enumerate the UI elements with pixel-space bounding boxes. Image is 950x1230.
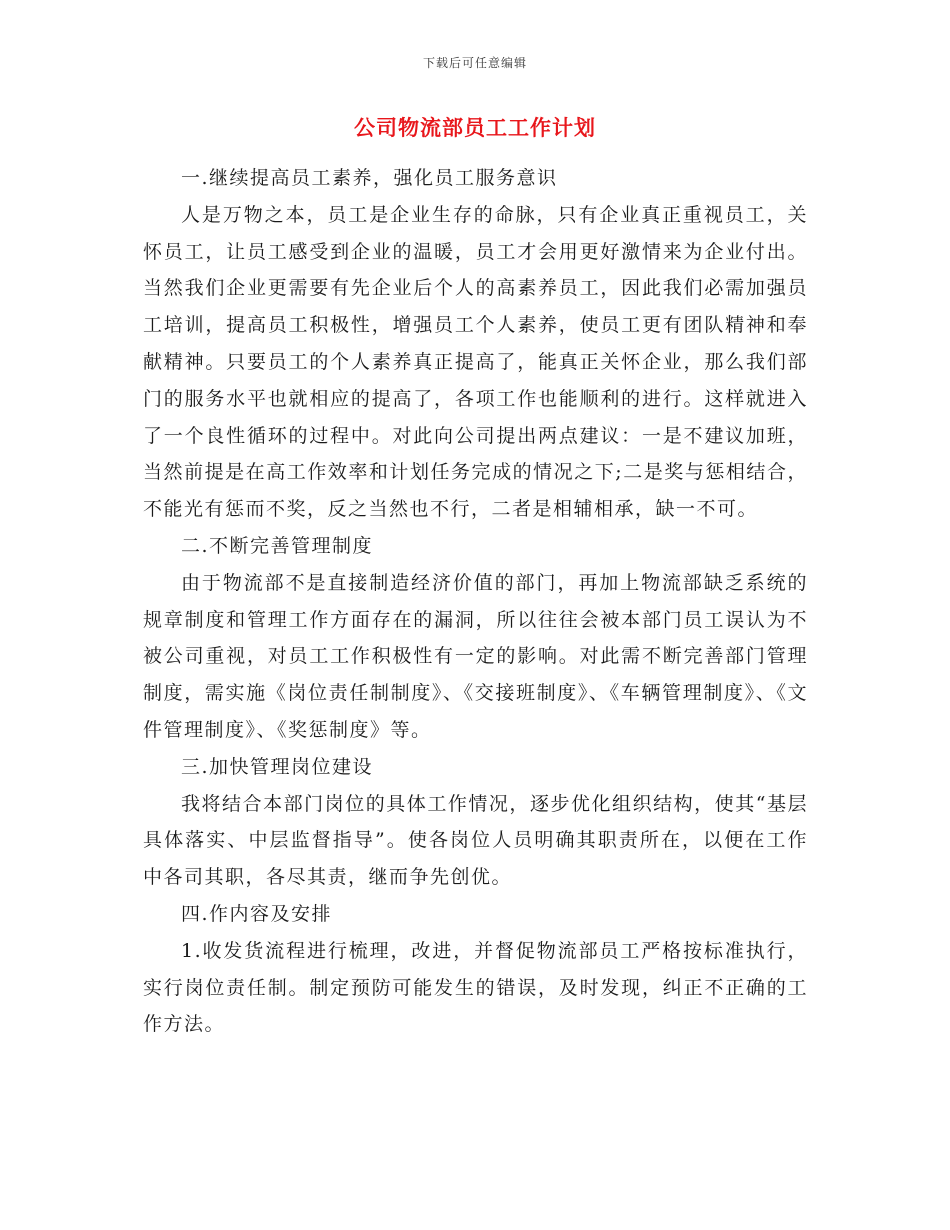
header-note: 下载后可任意编辑	[422, 56, 527, 70]
section-heading-1: 一.继续提高员工素养，强化员工服务意识	[181, 167, 558, 189]
document-body	[143, 160, 808, 1043]
section-heading-2: 二.不断完善管理制度	[181, 534, 374, 557]
section-heading-3: 三.加快管理岗位建设	[181, 755, 374, 778]
section-paragraph-1: 人是万物之本，员工是企业生存的命脉，只有企业真正重视员工，关怀员工，让员工感受到企业的温暖，员工才会用更好激情来为企业付出。当然我们企业更需要有先企业后个人的高素养员工，因此我们必需加强员工培训，提高员工积极性，增强员工个人素养，使员工更有团队精神和奉献精神。只要员工的个人素养真正提高了，能真正关怀企业，那么我们部门的服务水平也就相应的提高了，各项工作也能顺利的进行。这样就进入了一个良性循环的过程中。对此向公司提出两点建议：一是不建议加班，当然前提是在高工作效率和计划任务完成的情况之下;二是奖与惩相结合，不能光有惩而不奖，反之当然也不行，二者是相辅相承，缺一不可。	[143, 203, 808, 521]
document-title: 公司物流部员工工作计划	[354, 115, 596, 140]
section-heading-4: 四.作内容及安排	[181, 902, 333, 925]
section-paragraph-2: 由于物流部不是直接制造经济价值的部门，再加上物流部缺乏系统的规章制度和管理工作方面存在的漏洞，所以往往会被本部门员工误认为不被公司重视，对员工工作积极性有一定的影响。对此需不断完善部门管理制度，需实施《岗位责任制制度》、《交接班制度》、《车辆管理制度》、《文件管理制度》、《奖惩制度》等。	[143, 571, 808, 741]
section-paragraph-3: 我将结合本部门岗位的具体工作情况，逐步优化组织结构，使其“基层具体落实、中层监督指导”。使各岗位人员明确其职责所在，以便在工作中各司其职，各尽其责，继而争先创优。	[143, 792, 808, 889]
section-paragraph-4: 1.收发货流程进行梳理，改进，并督促物流部员工严格按标准执行，实行岗位责任制。制定预防可能发生的错误，及时发现，纠正不正确的工作方法。	[143, 939, 808, 1036]
